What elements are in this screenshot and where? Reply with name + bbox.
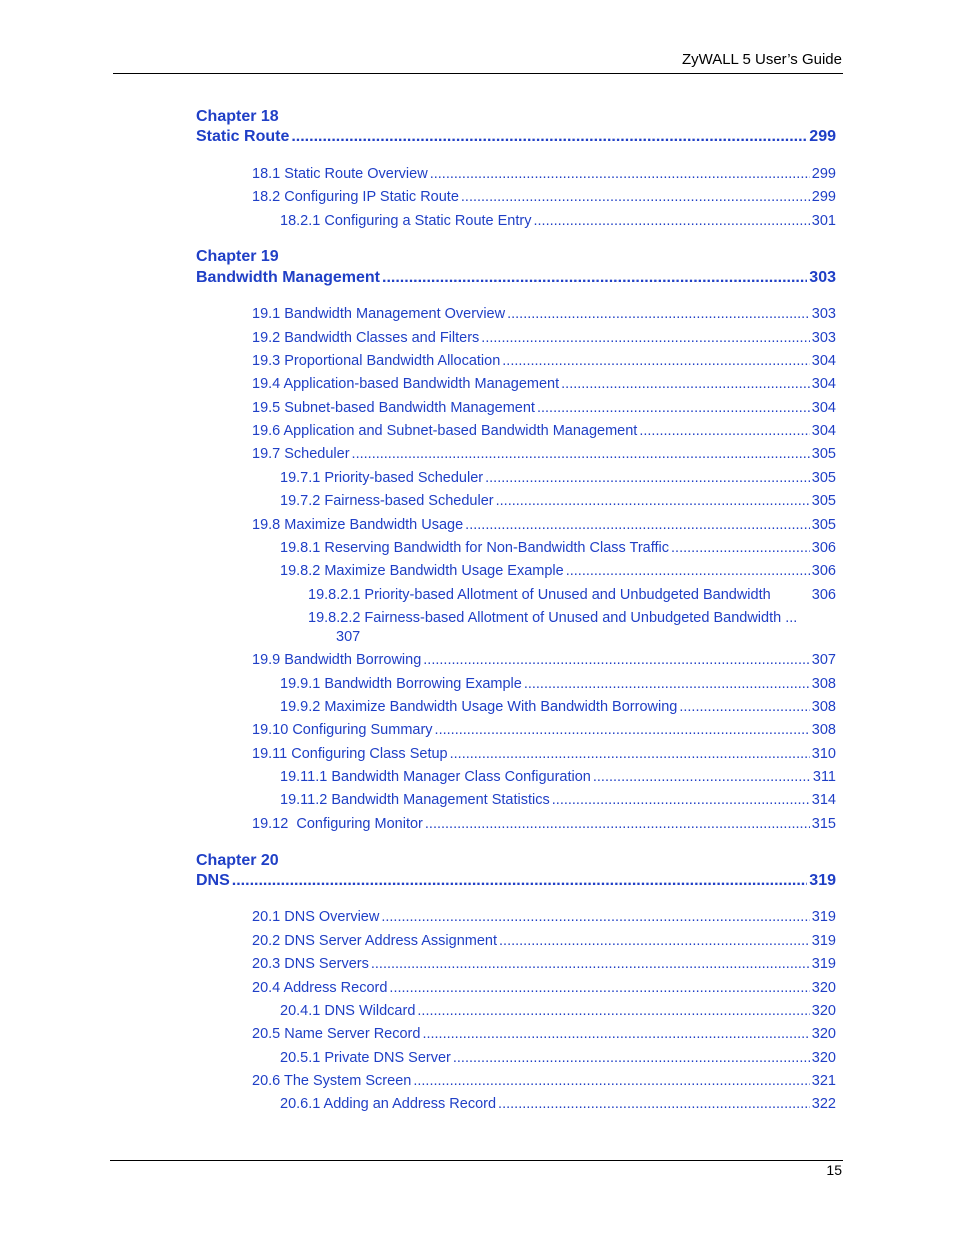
- entry-page: 306: [811, 587, 836, 603]
- entry-page: 304: [811, 400, 836, 416]
- toc-entry[interactable]: [252, 517, 836, 533]
- toc-entry[interactable]: [280, 1003, 836, 1019]
- entry-page: 320: [811, 1050, 836, 1066]
- entry-text: 20.6 The System Screen: [252, 1073, 412, 1089]
- toc-entry[interactable]: [252, 446, 836, 462]
- entry-page: 301: [811, 213, 836, 229]
- toc-entry[interactable]: [252, 376, 836, 392]
- dot-leader: [499, 933, 810, 949]
- entry-text: 19.11.2 Bandwidth Management Statistics: [280, 792, 550, 808]
- toc-entry[interactable]: [252, 909, 836, 925]
- dot-leader: [425, 816, 810, 832]
- toc-entry[interactable]: [252, 166, 836, 182]
- toc-entry-wrapped-page[interactable]: 307: [336, 629, 361, 645]
- entry-text: 20.6.1 Adding an Address Record: [280, 1096, 497, 1112]
- footer-rule: [110, 1160, 843, 1161]
- entry-page: 320: [811, 1003, 836, 1019]
- entry-text: 19.7 Scheduler: [252, 446, 350, 462]
- dot-leader: [533, 213, 809, 229]
- chapter-18-label[interactable]: Chapter 18: [196, 108, 279, 125]
- dot-leader: [496, 493, 810, 509]
- toc-entry[interactable]: [280, 676, 836, 692]
- entry-page: 322: [811, 1096, 836, 1112]
- entry-text: 19.2 Bandwidth Classes and Filters: [252, 330, 480, 346]
- entry-text: 20.3 DNS Servers: [252, 956, 369, 972]
- entry-text: 19.9.1 Bandwidth Borrowing Example: [280, 676, 522, 692]
- entry-page: 303: [811, 306, 836, 322]
- entry-page: 311: [812, 769, 836, 785]
- entry-page: 308: [811, 699, 836, 715]
- entry-text: 19.8.2 Maximize Bandwidth Usage Example: [280, 563, 564, 579]
- chapter-19-title-link[interactable]: [196, 269, 836, 287]
- dot-leader: [561, 376, 810, 392]
- chapter-title-text: Bandwidth Management: [196, 269, 381, 286]
- chapter-page-number: 303: [809, 269, 836, 286]
- dot-leader: [417, 1003, 809, 1019]
- entry-text: 19.9 Bandwidth Borrowing: [252, 652, 422, 668]
- entry-page: 299: [811, 166, 836, 182]
- entry-page: 303: [811, 330, 836, 346]
- dot-leader: [381, 909, 809, 925]
- toc-entry[interactable]: [252, 933, 836, 949]
- toc-entry[interactable]: [280, 1096, 836, 1112]
- entry-text: 20.2 DNS Server Address Assignment: [252, 933, 498, 949]
- entry-page: 320: [811, 1026, 836, 1042]
- entry-page: 306: [811, 540, 836, 556]
- entry-text: 19.4 Application-based Bandwidth Management: [252, 376, 560, 392]
- toc-entry[interactable]: [280, 563, 836, 579]
- entry-text: 19.8.2.1 Priority-based Allotment of Unused and Unbudgeted Bandwidth: [308, 587, 771, 603]
- dot-leader: [552, 792, 810, 808]
- dot-leader: [422, 1026, 809, 1042]
- entry-text: 20.4.1 DNS Wildcard: [280, 1003, 416, 1019]
- entry-page: 307: [811, 652, 836, 668]
- entry-page: 314: [811, 792, 836, 808]
- entry-page: 306: [811, 563, 836, 579]
- toc-entry[interactable]: [308, 587, 836, 603]
- dot-leader: [507, 306, 810, 322]
- toc-entry[interactable]: [280, 769, 836, 785]
- entry-page: 320: [811, 980, 836, 996]
- entry-page: 305: [811, 446, 836, 462]
- entry-text: 20.1 DNS Overview: [252, 909, 380, 925]
- dot-leader: [593, 769, 811, 785]
- dot-leader: [450, 746, 810, 762]
- dot-leader: [435, 722, 810, 738]
- entry-page: 304: [811, 376, 836, 392]
- chapter-title-text: Static Route: [196, 128, 290, 145]
- dot-leader: [671, 540, 810, 556]
- entry-text: 19.8.1 Reserving Bandwidth for Non-Bandwidth Class Traffic: [280, 540, 670, 556]
- dot-leader: [453, 1050, 810, 1066]
- entry-page: 321: [811, 1073, 836, 1089]
- dot-leader: [291, 128, 807, 146]
- toc-entry[interactable]: [280, 493, 836, 509]
- entry-text: 19.7.1 Priority-based Scheduler: [280, 470, 484, 486]
- entry-page: 305: [811, 470, 836, 486]
- toc-entry[interactable]: [252, 400, 836, 416]
- entry-text: 18.2 Configuring IP Static Route: [252, 189, 459, 205]
- toc-entry[interactable]: [308, 610, 836, 626]
- entry-text: 19.11 Configuring Class Setup: [252, 746, 448, 762]
- dot-leader: [465, 517, 810, 533]
- page-number: 15: [826, 1162, 842, 1178]
- toc-entry[interactable]: [252, 980, 836, 996]
- entry-text: 20.5.1 Private DNS Server: [280, 1050, 451, 1066]
- entry-text: 20.5 Name Server Record: [252, 1026, 421, 1042]
- dot-leader: [537, 400, 810, 416]
- chapter-20-label[interactable]: Chapter 20: [196, 852, 279, 869]
- chapter-18-title-link[interactable]: [196, 128, 836, 146]
- entry-text: 19.1 Bandwidth Management Overview: [252, 306, 506, 322]
- entry-page: 310: [811, 746, 836, 762]
- toc-entry[interactable]: [252, 1026, 836, 1042]
- entry-text: 19.11.1 Bandwidth Manager Class Configuration: [280, 769, 591, 785]
- toc-entry[interactable]: [252, 306, 836, 322]
- running-header: ZyWALL 5 User’s Guide: [681, 51, 842, 68]
- entry-page: 304: [811, 423, 836, 439]
- entry-text: 19.12 Configuring Monitor: [252, 816, 423, 832]
- toc-entry[interactable]: [252, 722, 836, 738]
- dot-leader: [352, 446, 810, 462]
- dot-leader: [430, 166, 810, 182]
- toc-entry[interactable]: [252, 816, 836, 832]
- chapter-page-number: 299: [809, 128, 836, 145]
- entry-page: 319: [811, 933, 836, 949]
- entry-page: 304: [811, 353, 836, 369]
- dot-leader: [502, 353, 810, 369]
- entry-page: 299: [811, 189, 836, 205]
- toc-entry[interactable]: [280, 792, 836, 808]
- dot-leader: [485, 470, 810, 486]
- entry-text: 19.5 Subnet-based Bandwidth Management: [252, 400, 535, 416]
- dot-leader: [566, 563, 810, 579]
- entry-text: 19.3 Proportional Bandwidth Allocation: [252, 353, 501, 369]
- dot-leader: [461, 189, 810, 205]
- dot-leader: [679, 699, 809, 715]
- dot-leader: [639, 423, 809, 439]
- entry-page: 308: [811, 722, 836, 738]
- entry-text: 19.9.2 Maximize Bandwidth Usage With Bandwidth Borrowing: [280, 699, 678, 715]
- toc-entry[interactable]: [252, 956, 836, 972]
- header-rule: [113, 73, 843, 74]
- entry-page: 308: [811, 676, 836, 692]
- entry-text: 19.8 Maximize Bandwidth Usage: [252, 517, 464, 533]
- toc-entry[interactable]: [252, 330, 836, 346]
- dot-leader: [389, 980, 809, 996]
- entry-text: 20.4 Address Record: [252, 980, 388, 996]
- entry-text: 18.2.1 Configuring a Static Route Entry: [280, 213, 532, 229]
- dot-leader: [524, 676, 810, 692]
- entry-text: 19.6 Application and Subnet-based Bandwidth Management: [252, 423, 638, 439]
- dot-leader: [481, 330, 810, 346]
- entry-page: 319: [811, 956, 836, 972]
- dot-leader: [382, 269, 807, 287]
- toc-entry[interactable]: [252, 423, 836, 439]
- dot-leader: [413, 1073, 809, 1089]
- toc-entry[interactable]: [280, 699, 836, 715]
- toc-entry[interactable]: [280, 470, 836, 486]
- chapter-20-title-link[interactable]: [196, 872, 836, 890]
- entry-text: 19.8.2.2 Fairness-based Allotment of Unused and Unbudgeted Bandwidth ...: [308, 610, 798, 626]
- toc-entry[interactable]: [280, 540, 836, 556]
- toc-entry[interactable]: [252, 189, 836, 205]
- entry-page: 305: [811, 493, 836, 509]
- entry-text: 18.1 Static Route Overview: [252, 166, 428, 182]
- chapter-title-text: DNS: [196, 872, 230, 889]
- chapter-19-label[interactable]: Chapter 19: [196, 248, 279, 265]
- entry-page: 319: [811, 909, 836, 925]
- dot-leader: [371, 956, 810, 972]
- toc-entry[interactable]: [280, 213, 836, 229]
- entry-page: 315: [811, 816, 836, 832]
- toc-entry[interactable]: [280, 1050, 836, 1066]
- toc-entry[interactable]: [252, 746, 836, 762]
- entry-page: 305: [811, 517, 836, 533]
- toc-entry[interactable]: [252, 353, 836, 369]
- dot-leader: [498, 1096, 810, 1112]
- toc-entry[interactable]: [252, 1073, 836, 1089]
- entry-text: 19.7.2 Fairness-based Scheduler: [280, 493, 494, 509]
- dot-leader: [232, 872, 808, 890]
- toc-entry[interactable]: [252, 652, 836, 668]
- chapter-page-number: 319: [809, 872, 836, 889]
- entry-text: 19.10 Configuring Summary: [252, 722, 433, 738]
- dot-leader: [423, 652, 810, 668]
